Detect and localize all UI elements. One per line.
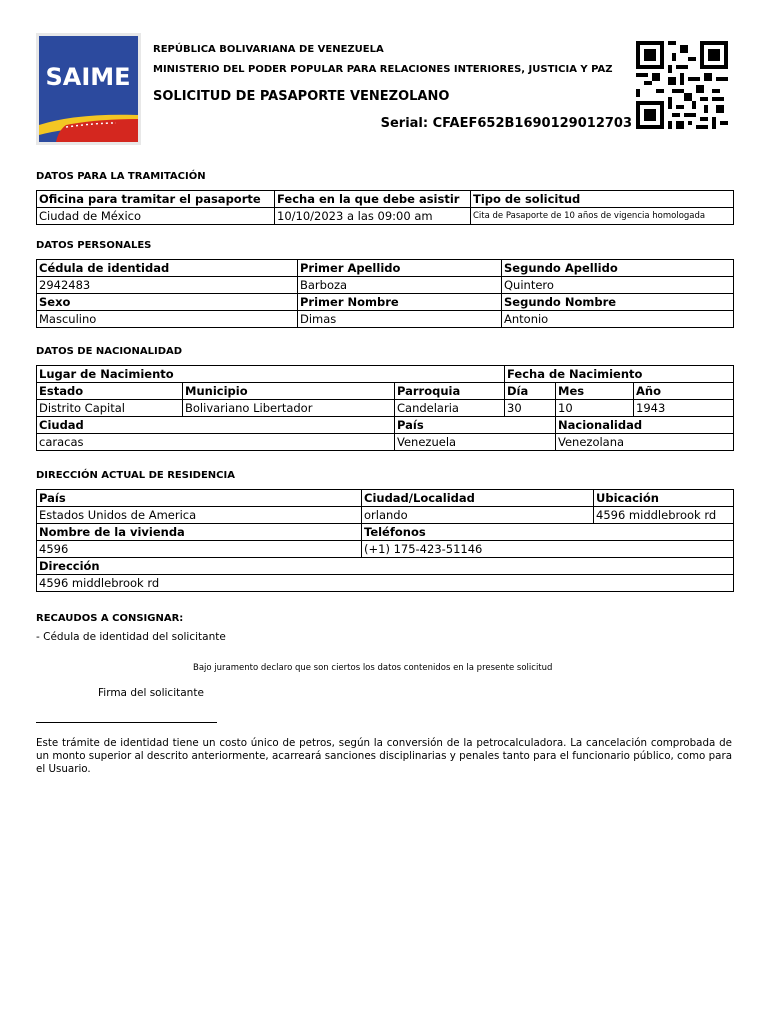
section-title-recaudos: RECAUDOS A CONSIGNAR: xyxy=(36,613,184,624)
document-title: SOLICITUD DE PASAPORTE VENEZOLANO xyxy=(153,89,450,104)
header-anio: Año xyxy=(634,383,734,400)
header-nacionalidad: Nacionalidad xyxy=(556,417,734,434)
header-segundo-nombre: Segundo Nombre xyxy=(502,294,734,311)
recaudo-item: - Cédula de identidad del solicitante xyxy=(36,631,226,643)
header-cedula: Cédula de identidad xyxy=(37,260,298,277)
value-parroquia: Candelaria xyxy=(395,400,505,417)
juramento-text: Bajo juramento declaro que son ciertos los datos contenidos en la presente solicitud xyxy=(193,663,553,673)
republic-name: REPÚBLICA BOLIVARIANA DE VENEZUELA xyxy=(153,44,384,55)
header-oficina: Oficina para tramitar el pasaporte xyxy=(37,191,275,208)
tramitacion-table xyxy=(36,190,734,225)
header-direccion: Dirección xyxy=(37,558,734,575)
value-pais-nacimiento: Venezuela xyxy=(395,434,556,451)
value-ciudad: caracas xyxy=(37,434,395,451)
value-pais-residencia: Estados Unidos de America xyxy=(37,507,362,524)
cost-notice: Este trámite de identidad tiene un costo único de petros, según la conversión de la petrocalculadora. La cancelación comprobada de un monto superior al descrito anteriormente, acarreará sanciones disciplinarias y penales tanto para el funcionario público, como para el Usuario. xyxy=(36,737,733,775)
value-nacionalidad: Venezolana xyxy=(556,434,734,451)
header-fecha-nacimiento: Fecha de Nacimiento xyxy=(505,366,734,383)
section-title-residencia: DIRECCIÓN ACTUAL DE RESIDENCIA xyxy=(36,470,235,481)
header-estado: Estado xyxy=(37,383,183,400)
header-telefonos: Teléfonos xyxy=(362,524,734,541)
header-ciudad-localidad: Ciudad/Localidad xyxy=(362,490,594,507)
header-fecha-asistir: Fecha en la que debe asistir xyxy=(275,191,471,208)
value-sexo: Masculino xyxy=(37,311,298,328)
value-fecha-asistir: 10/10/2023 a las 09:00 am xyxy=(275,208,471,225)
value-ciudad-localidad: orlando xyxy=(362,507,594,524)
logo-text: SAIME xyxy=(45,63,131,91)
value-municipio: Bolivariano Libertador xyxy=(183,400,395,417)
header-primer-apellido: Primer Apellido xyxy=(298,260,502,277)
value-segundo-nombre: Antonio xyxy=(502,311,734,328)
header-parroquia: Parroquia xyxy=(395,383,505,400)
section-title-nacionalidad: DATOS DE NACIONALIDAD xyxy=(36,346,183,357)
value-ubicacion: 4596 middlebrook rd xyxy=(594,507,734,524)
value-tipo-solicitud: Cita de Pasaporte de 10 años de vigencia homologada xyxy=(471,208,734,225)
header-primer-nombre: Primer Nombre xyxy=(298,294,502,311)
header-mes: Mes xyxy=(556,383,634,400)
value-segundo-apellido: Quintero xyxy=(502,277,734,294)
section-title-tramitacion: DATOS PARA LA TRAMITACIÓN xyxy=(36,171,206,182)
header-pais-nacimiento: País xyxy=(395,417,556,434)
header-ciudad: Ciudad xyxy=(37,417,395,434)
value-mes: 10 xyxy=(556,400,634,417)
ministry-name: MINISTERIO DEL PODER POPULAR PARA RELACIONES INTERIORES, JUSTICIA Y PAZ xyxy=(153,64,613,75)
value-telefonos: (+1) 175-423-51146 xyxy=(362,541,734,558)
header-segundo-apellido: Segundo Apellido xyxy=(502,260,734,277)
value-anio: 1943 xyxy=(634,400,734,417)
nacionalidad-table xyxy=(36,365,734,451)
value-direccion: 4596 middlebrook rd xyxy=(37,575,734,592)
header-vivienda: Nombre de la vivienda xyxy=(37,524,362,541)
saime-logo xyxy=(36,33,141,145)
header-ubicacion: Ubicación xyxy=(594,490,734,507)
value-cedula: 2942483 xyxy=(37,277,298,294)
residencia-table xyxy=(36,489,734,592)
header-tipo-solicitud: Tipo de solicitud xyxy=(471,191,734,208)
value-primer-apellido: Barboza xyxy=(298,277,502,294)
firma-label: Firma del solicitante xyxy=(98,687,204,699)
value-dia: 30 xyxy=(505,400,556,417)
header-pais-residencia: País xyxy=(37,490,362,507)
qr-code-icon xyxy=(636,41,728,129)
value-primer-nombre: Dimas xyxy=(298,311,502,328)
header-lugar-nacimiento: Lugar de Nacimiento xyxy=(37,366,505,383)
section-title-personales: DATOS PERSONALES xyxy=(36,240,152,251)
header-dia: Día xyxy=(505,383,556,400)
value-vivienda: 4596 xyxy=(37,541,362,558)
header-sexo: Sexo xyxy=(37,294,298,311)
signature-line xyxy=(36,722,217,723)
personales-table xyxy=(36,259,734,328)
header-municipio: Municipio xyxy=(183,383,395,400)
serial-number: Serial: CFAEF652B1690129012703 xyxy=(380,116,632,131)
value-oficina: Ciudad de México xyxy=(37,208,275,225)
value-estado: Distrito Capital xyxy=(37,400,183,417)
